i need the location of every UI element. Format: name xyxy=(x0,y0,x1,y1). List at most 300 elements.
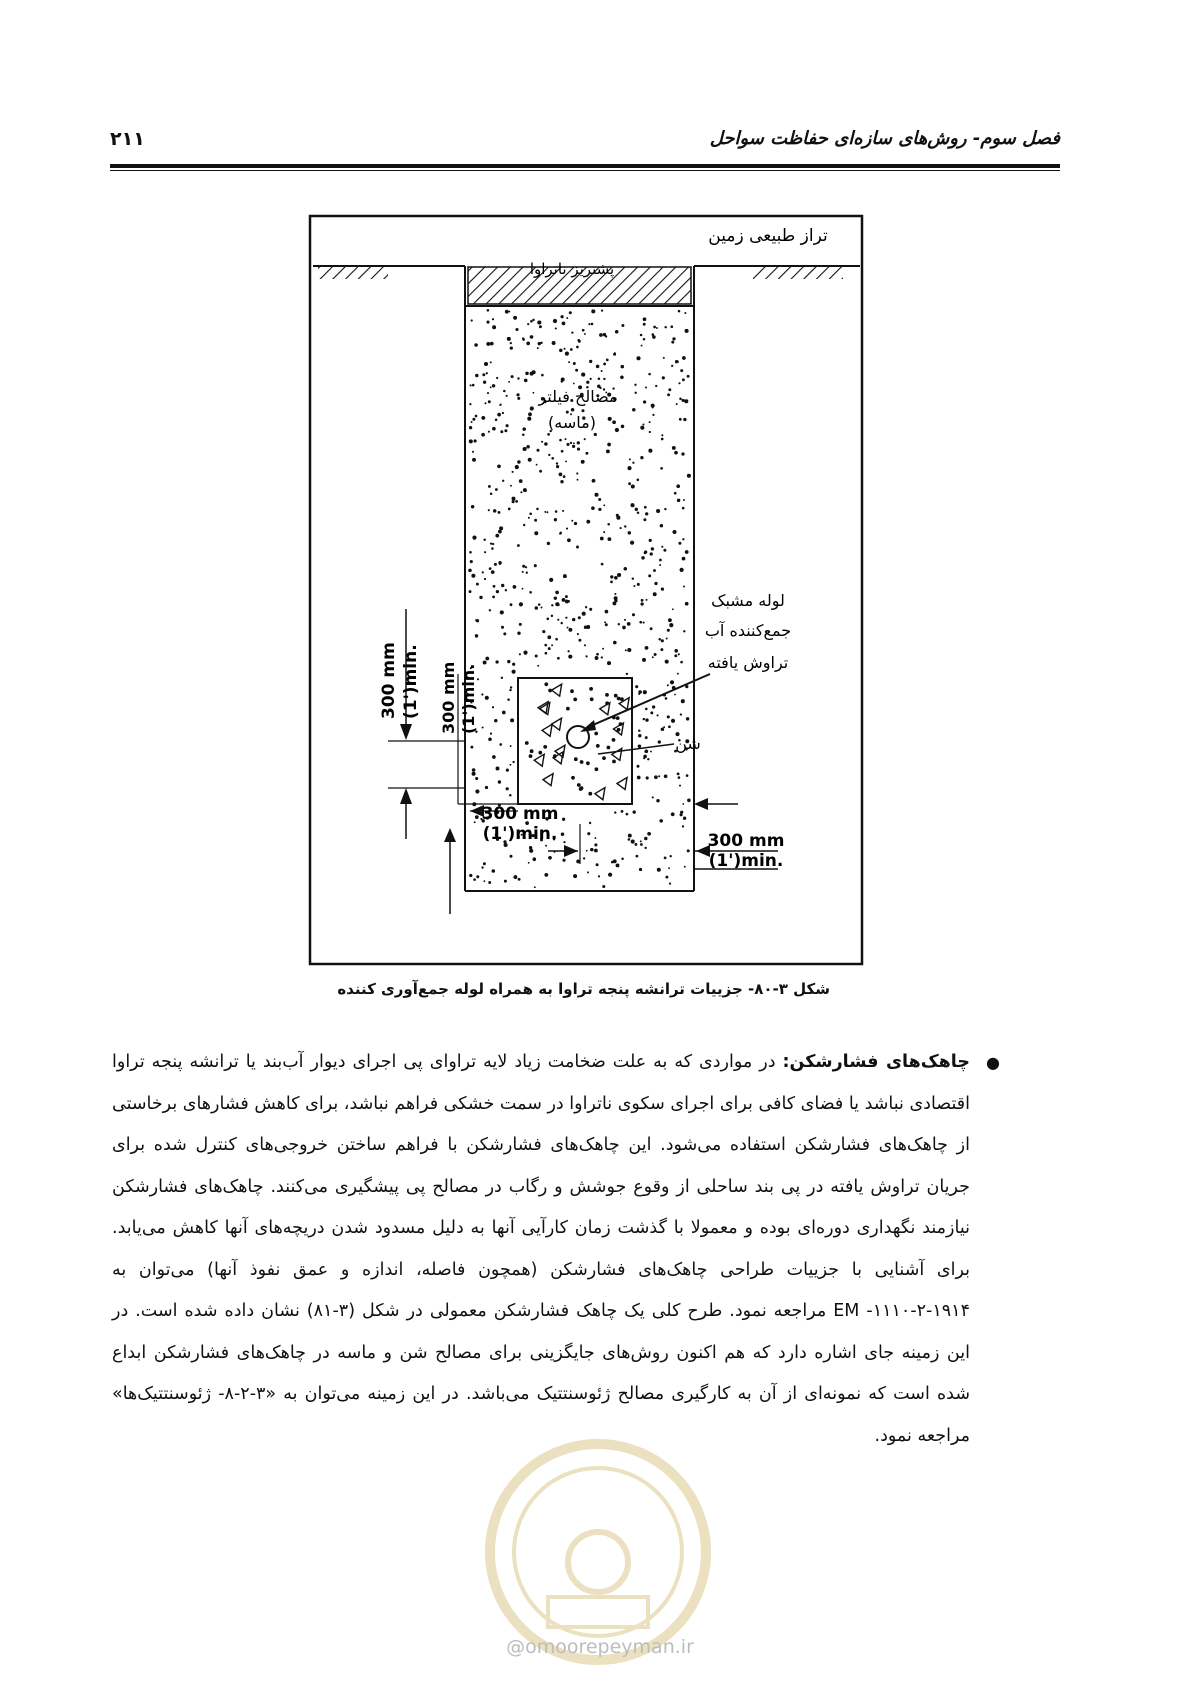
filter-dot xyxy=(643,755,647,759)
filter-dot xyxy=(508,381,510,383)
filter-dot xyxy=(505,310,509,314)
filter-dot xyxy=(608,417,612,421)
filter-dot xyxy=(503,632,506,635)
filter-dot xyxy=(663,549,666,552)
filter-dot xyxy=(517,377,519,379)
filter-dot xyxy=(661,728,665,732)
filter-dot xyxy=(664,326,666,328)
filter-dot xyxy=(479,596,482,599)
filter-dot xyxy=(470,746,473,749)
filter-dot xyxy=(584,333,586,335)
filter-dot xyxy=(657,868,661,872)
filter-dot xyxy=(621,857,624,860)
filter-dot xyxy=(515,465,519,469)
filter-dot xyxy=(494,719,497,722)
filter-dot xyxy=(536,449,539,452)
filter-dot xyxy=(642,423,644,425)
filter-dot xyxy=(528,862,530,864)
gravel-dot xyxy=(612,739,614,741)
filter-dot xyxy=(541,607,543,609)
filter-dot xyxy=(590,378,592,380)
filter-dot xyxy=(469,551,472,554)
filter-dot xyxy=(472,458,476,462)
filter-dot xyxy=(492,427,496,431)
filter-dot xyxy=(678,382,680,384)
filter-dot xyxy=(484,578,486,580)
filter-dot xyxy=(519,602,523,606)
filter-dot xyxy=(610,575,613,578)
filter-dot xyxy=(517,397,520,400)
filter-dot xyxy=(645,512,648,515)
filter-dot xyxy=(637,776,641,780)
filter-dot xyxy=(484,362,488,366)
filter-dot xyxy=(649,421,651,423)
filter-dot xyxy=(517,460,521,464)
filter-dot xyxy=(548,454,550,456)
filter-dot xyxy=(513,316,517,320)
filter-dot xyxy=(556,462,558,464)
filter-dot xyxy=(606,449,610,453)
filter-dot xyxy=(659,564,661,566)
filter-dot xyxy=(649,539,652,542)
filter-dot xyxy=(532,857,536,861)
filter-dot xyxy=(665,660,669,664)
filter-dot xyxy=(637,479,640,482)
filter-dot xyxy=(666,638,668,640)
filter-dot xyxy=(620,527,622,529)
label-filter-material-sub: (ماسه) xyxy=(548,413,596,432)
filter-dot xyxy=(526,572,528,574)
filter-dot xyxy=(608,873,612,877)
filter-dot xyxy=(488,738,492,742)
filter-dot xyxy=(510,745,512,747)
filter-dot xyxy=(484,402,486,404)
filter-dot xyxy=(523,447,527,451)
filter-dot xyxy=(483,381,486,384)
filter-dot xyxy=(668,618,672,622)
filter-dot xyxy=(475,374,479,378)
filter-dot xyxy=(651,404,655,408)
filter-dot xyxy=(474,343,478,347)
filter-dot xyxy=(680,713,682,715)
filter-dot xyxy=(484,551,486,553)
filter-dot xyxy=(527,417,531,421)
label-gravel: شن xyxy=(675,734,701,753)
gravel-dot xyxy=(597,745,599,747)
filter-dot xyxy=(675,360,678,363)
filter-dot xyxy=(472,536,476,540)
gravel-dot xyxy=(617,729,619,731)
filter-dot xyxy=(475,789,479,793)
filter-dot xyxy=(640,843,643,846)
filter-dot xyxy=(526,445,530,449)
filter-dot xyxy=(644,506,647,509)
filter-dot xyxy=(584,438,586,440)
filter-dot xyxy=(603,378,605,380)
filter-dot xyxy=(614,593,616,595)
filter-dot xyxy=(505,589,507,591)
filter-dot xyxy=(684,866,686,868)
filter-dot xyxy=(633,585,635,587)
filter-dot xyxy=(578,340,581,343)
gravel-dot xyxy=(578,784,580,786)
filter-dot xyxy=(520,491,522,493)
filter-dot xyxy=(591,309,595,313)
filter-dot xyxy=(667,629,670,632)
filter-dot xyxy=(481,416,485,420)
gravel-dot xyxy=(617,717,619,719)
filter-dot xyxy=(632,408,636,412)
filter-dot xyxy=(562,598,566,602)
filter-dot xyxy=(525,566,527,568)
filter-dot xyxy=(485,657,489,661)
filter-dot xyxy=(562,818,565,821)
gravel-dot xyxy=(526,742,528,744)
gravel-dot xyxy=(544,746,546,748)
filter-dot xyxy=(573,383,575,385)
header-rule xyxy=(110,164,1060,168)
filter-dot xyxy=(670,855,672,857)
filter-dot xyxy=(539,470,542,473)
filter-dot xyxy=(658,638,661,641)
filter-dot xyxy=(667,715,670,718)
filter-dot xyxy=(551,644,553,646)
filter-dot xyxy=(488,485,491,488)
filter-dot xyxy=(492,543,494,545)
filter-dot xyxy=(513,585,517,589)
filter-dot xyxy=(561,315,564,318)
filter-dot xyxy=(498,780,501,783)
filter-dot xyxy=(600,537,604,541)
filter-dot xyxy=(509,764,511,766)
filter-dot xyxy=(645,386,647,388)
filter-dot xyxy=(661,639,664,642)
filter-dot xyxy=(538,342,541,345)
filter-dot xyxy=(648,373,651,376)
filter-dot xyxy=(652,796,654,798)
filter-dot xyxy=(532,319,535,322)
gravel-dot xyxy=(579,788,581,790)
filter-dot xyxy=(542,630,545,633)
filter-dot xyxy=(563,475,566,478)
filter-dot xyxy=(576,346,579,349)
gravel-dot xyxy=(571,690,573,692)
filter-dot xyxy=(594,837,596,839)
filter-dot xyxy=(494,563,497,566)
filter-dot xyxy=(668,388,671,391)
filter-dot xyxy=(601,309,603,311)
filter-dot xyxy=(534,886,536,888)
filter-dot xyxy=(589,360,592,363)
filter-dot xyxy=(490,493,493,496)
filter-dot xyxy=(601,656,603,658)
filter-dot xyxy=(496,590,499,593)
filter-dot xyxy=(490,733,492,735)
filter-dot xyxy=(638,729,640,731)
gravel-dot xyxy=(587,762,589,764)
filter-dot xyxy=(661,587,664,590)
filter-dot xyxy=(487,309,490,312)
filter-dot xyxy=(566,528,568,530)
filter-dot xyxy=(483,539,485,541)
dim-right-300mm: 300 mm xyxy=(707,831,785,851)
filter-dot xyxy=(502,711,506,715)
filter-dot xyxy=(634,384,636,386)
filter-dot xyxy=(663,726,665,728)
filter-dot xyxy=(525,372,528,375)
filter-dot xyxy=(573,874,577,878)
gravel-dot xyxy=(574,698,576,700)
filter-dot xyxy=(532,392,534,394)
filter-dot xyxy=(472,384,475,387)
filter-dot xyxy=(663,357,665,359)
filter-dot xyxy=(605,335,607,337)
filter-dot xyxy=(510,718,514,722)
filter-dot xyxy=(627,466,631,470)
gravel-dot xyxy=(595,732,597,734)
filter-dot xyxy=(678,776,681,779)
filter-dot xyxy=(522,565,525,568)
gravel-dot xyxy=(621,698,623,700)
filter-dot xyxy=(577,633,579,635)
filter-dot xyxy=(613,859,617,863)
filter-dot xyxy=(566,443,569,446)
filter-dot xyxy=(641,345,643,347)
filter-dot xyxy=(668,867,670,869)
filter-dot xyxy=(637,583,640,586)
filter-dot xyxy=(488,881,491,884)
filter-dot xyxy=(650,711,653,714)
filter-dot xyxy=(653,569,656,572)
filter-dot xyxy=(643,338,646,341)
filter-dot xyxy=(595,493,599,497)
filter-dot xyxy=(546,617,549,620)
filter-dot xyxy=(584,644,586,646)
filter-dot xyxy=(655,385,657,387)
filter-dot xyxy=(674,649,678,653)
filter-dot xyxy=(661,434,663,436)
filter-dot xyxy=(510,686,512,688)
filter-dot xyxy=(468,569,472,573)
filter-dot xyxy=(565,438,567,440)
gravel-dot xyxy=(572,777,574,779)
filter-dot xyxy=(500,403,502,405)
filter-dot xyxy=(622,626,626,630)
filter-dot xyxy=(678,542,681,545)
filter-dot xyxy=(569,311,572,314)
filter-dot xyxy=(606,359,609,362)
gravel-dot xyxy=(603,757,605,759)
filter-dot xyxy=(469,426,472,429)
filter-dot xyxy=(546,511,548,513)
filter-dot xyxy=(530,406,534,410)
filter-dot xyxy=(632,578,634,580)
filter-dot xyxy=(591,323,594,326)
filter-dot xyxy=(515,500,518,503)
filter-dot xyxy=(534,519,537,522)
filter-dot xyxy=(568,361,570,363)
filter-dot xyxy=(510,342,512,344)
filter-dot xyxy=(501,626,504,629)
filter-dot xyxy=(562,859,565,862)
filter-dot xyxy=(621,810,624,813)
filter-dot xyxy=(624,567,628,571)
gravel-dot xyxy=(619,723,621,725)
filter-dot xyxy=(633,810,636,813)
filter-dot xyxy=(686,717,689,720)
filter-dot xyxy=(570,442,572,444)
filter-dot xyxy=(670,680,674,684)
filter-dot xyxy=(526,342,530,346)
filter-dot xyxy=(557,657,560,660)
filter-dot xyxy=(519,479,523,483)
filter-dot xyxy=(556,465,559,468)
filter-dot xyxy=(668,725,671,728)
filter-dot xyxy=(654,582,657,585)
filter-dot xyxy=(508,311,510,313)
filter-dot xyxy=(643,518,646,521)
filter-dot xyxy=(486,342,490,346)
filter-dot xyxy=(647,758,649,760)
label-impervious-backfill: پشتریز ناتراوا xyxy=(529,260,615,278)
filter-dot xyxy=(657,714,659,716)
filter-dot xyxy=(515,328,518,331)
filter-dot xyxy=(636,855,639,858)
filter-dot xyxy=(491,547,494,550)
filter-dot xyxy=(512,497,516,501)
gravel-dot xyxy=(529,755,531,757)
filter-dot xyxy=(646,599,648,601)
filter-dot xyxy=(652,335,656,339)
filter-dot xyxy=(506,769,509,772)
filter-dot xyxy=(598,377,601,380)
filter-dot xyxy=(603,531,605,533)
filter-dot xyxy=(513,875,517,879)
filter-dot xyxy=(683,418,686,421)
filter-dot xyxy=(501,677,503,679)
watermark-url: @omoorepeyman.ir xyxy=(506,1636,694,1658)
filter-dot xyxy=(487,392,489,394)
filter-dot xyxy=(604,621,606,623)
filter-dot xyxy=(598,498,601,501)
filter-dot xyxy=(638,745,641,748)
filter-dot xyxy=(573,442,575,444)
filter-dot xyxy=(614,811,616,813)
filter-dot xyxy=(687,849,690,852)
filter-dot xyxy=(547,433,550,436)
filter-dot xyxy=(685,329,689,333)
filter-dot xyxy=(683,630,685,632)
filter-dot xyxy=(495,660,498,663)
filter-dot xyxy=(645,847,647,849)
filter-dot xyxy=(660,648,663,651)
filter-dot xyxy=(645,646,649,650)
filter-dot xyxy=(627,622,631,626)
filter-dot xyxy=(594,433,597,436)
filter-dot xyxy=(517,544,520,547)
filter-dot xyxy=(539,325,542,328)
filter-dot xyxy=(585,606,587,608)
filter-dot xyxy=(538,603,541,606)
filter-dot xyxy=(574,522,577,525)
filter-dot xyxy=(518,878,521,881)
filter-dot xyxy=(588,323,590,325)
filter-dot xyxy=(510,346,513,349)
page-number: ۲۱۱ xyxy=(110,128,145,150)
filter-dot xyxy=(473,878,476,881)
filter-dot xyxy=(672,446,676,450)
filter-dot xyxy=(686,774,689,777)
filter-dot xyxy=(649,431,651,433)
filter-dot xyxy=(471,574,475,578)
gravel-dot xyxy=(591,698,593,700)
filter-dot xyxy=(592,479,596,483)
filter-dot xyxy=(568,655,572,659)
filter-dot xyxy=(639,868,642,871)
filter-dot xyxy=(596,365,600,369)
filter-dot xyxy=(586,850,588,852)
filter-dot xyxy=(614,599,617,602)
page-header xyxy=(110,128,1060,158)
filter-dot xyxy=(615,428,619,432)
dim-left-1min: (1')min. xyxy=(401,644,421,719)
filter-dot xyxy=(559,473,563,477)
filter-dot xyxy=(509,794,512,797)
gravel-dot xyxy=(606,702,608,704)
filter-dot xyxy=(534,564,537,567)
filter-dot xyxy=(624,525,626,527)
filter-dot xyxy=(555,602,559,606)
filter-dot xyxy=(509,689,511,691)
paragraph-relief-wells xyxy=(112,1042,1000,1457)
filter-dot xyxy=(509,855,512,858)
filter-dot xyxy=(522,427,526,431)
filter-dot xyxy=(481,693,483,695)
filter-dot xyxy=(512,471,514,473)
filter-dot xyxy=(475,815,479,819)
filter-dot xyxy=(601,370,603,372)
filter-dot xyxy=(672,337,675,340)
filter-dot xyxy=(564,348,566,350)
filter-dot xyxy=(591,506,595,510)
gravel-dot xyxy=(595,768,597,770)
filter-dot xyxy=(658,775,660,777)
filter-dot xyxy=(482,373,485,376)
filter-dot xyxy=(474,439,477,442)
filter-dot xyxy=(683,817,686,820)
filter-dot xyxy=(496,767,500,771)
filter-dot xyxy=(571,331,573,333)
filter-dot xyxy=(637,512,640,515)
filter-dot xyxy=(506,424,509,427)
filter-dot xyxy=(679,785,681,787)
filter-dot xyxy=(504,880,507,883)
filter-dot xyxy=(548,856,552,860)
filter-dot xyxy=(644,551,647,554)
filter-dot xyxy=(522,337,524,339)
filter-dot xyxy=(489,567,492,570)
filter-dot xyxy=(643,400,646,403)
filter-dot xyxy=(524,379,528,383)
filter-dot xyxy=(469,403,471,405)
filter-dot xyxy=(631,840,635,844)
filter-dot xyxy=(626,813,629,816)
filter-dot xyxy=(497,464,501,468)
filter-dot xyxy=(664,508,666,510)
filter-dot xyxy=(529,513,532,516)
label-filter-material: مصالح فیلتر xyxy=(538,387,618,406)
filter-dot xyxy=(632,462,634,464)
